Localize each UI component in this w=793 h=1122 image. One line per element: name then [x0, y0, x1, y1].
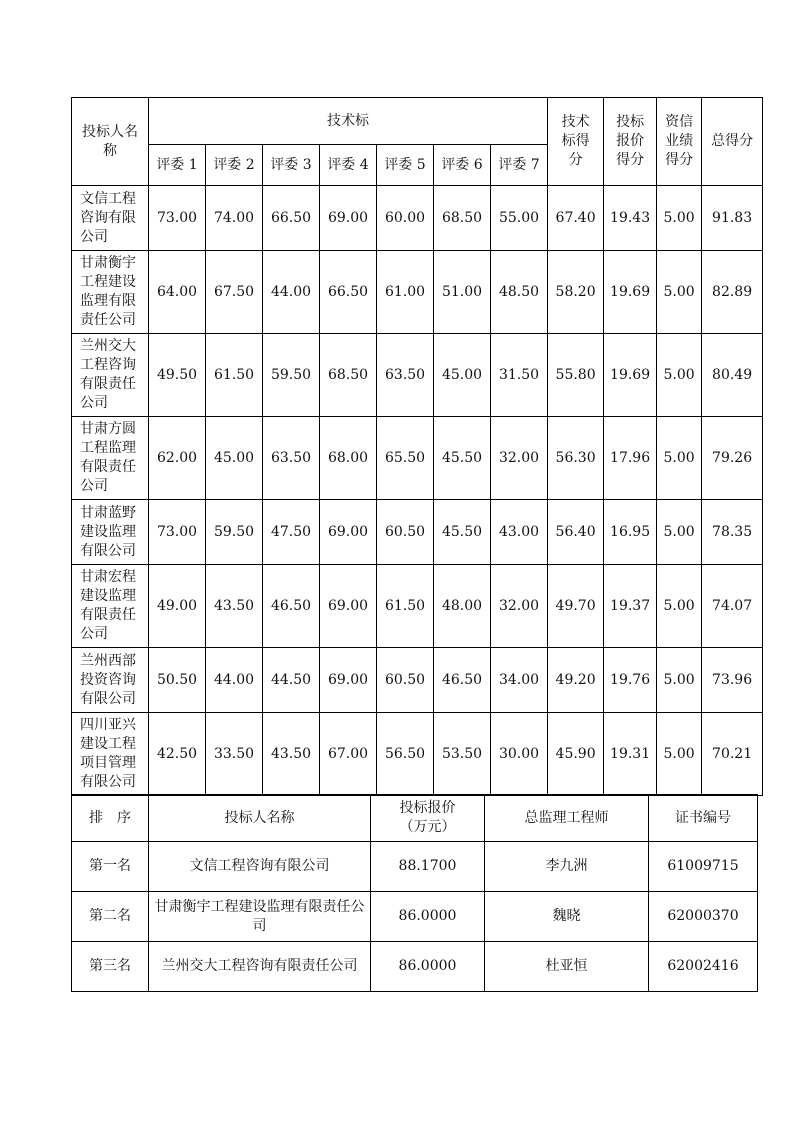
price-score: 19.76 [604, 648, 657, 713]
tech-score: 58.20 [548, 251, 604, 334]
credit-score: 5.00 [657, 334, 702, 417]
judge-score: 43.50 [263, 713, 320, 796]
rank-header-supervisor: 总监理工程师 [485, 795, 649, 842]
tech-score: 49.70 [548, 565, 604, 648]
judge-score: 68.50 [320, 334, 377, 417]
total-score: 79.26 [702, 417, 763, 500]
bidder-name: 兰州西部投资咨询有限公司 [72, 648, 149, 713]
judge-score: 62.00 [149, 417, 206, 500]
judge-score: 32.00 [491, 565, 548, 648]
credit-score: 5.00 [657, 565, 702, 648]
rank-price: 86.0000 [371, 942, 485, 992]
rank-supervisor: 魏晓 [485, 892, 649, 942]
tech-score: 56.40 [548, 500, 604, 565]
bidder-name: 甘肃方圆工程监理有限责任公司 [72, 417, 149, 500]
judge-score: 48.50 [491, 251, 548, 334]
header-judge: 评委 4 [320, 145, 377, 186]
credit-score: 5.00 [657, 500, 702, 565]
rank-row [72, 842, 758, 892]
judge-score: 49.00 [149, 565, 206, 648]
rank-header-rank: 排 序 [72, 795, 149, 842]
judge-score: 50.50 [149, 648, 206, 713]
rank-header-cert: 证书编号 [649, 795, 758, 842]
header-judge: 评委 2 [206, 145, 263, 186]
table-row [72, 186, 763, 251]
credit-score: 5.00 [657, 648, 702, 713]
judge-score: 45.00 [206, 417, 263, 500]
bidder-name: 文信工程咨询有限公司 [72, 186, 149, 251]
rank-bidder-name: 兰州交大工程咨询有限责任公司 [149, 942, 371, 992]
judge-score: 63.50 [263, 417, 320, 500]
judge-score: 43.00 [491, 500, 548, 565]
total-score: 70.21 [702, 713, 763, 796]
price-score: 19.37 [604, 565, 657, 648]
judge-score: 46.50 [263, 565, 320, 648]
table-row [72, 648, 763, 713]
table-row [72, 417, 763, 500]
judge-score: 46.50 [434, 648, 491, 713]
judge-score: 55.00 [491, 186, 548, 251]
total-score: 82.89 [702, 251, 763, 334]
score-table-body [72, 186, 763, 796]
judge-score: 68.00 [320, 417, 377, 500]
rank-price: 86.0000 [371, 892, 485, 942]
credit-score: 5.00 [657, 417, 702, 500]
bidder-name: 兰州交大工程咨询有限责任公司 [72, 334, 149, 417]
price-score: 19.31 [604, 713, 657, 796]
tech-score: 67.40 [548, 186, 604, 251]
bidder-name: 甘肃衡宇工程建设监理有限责任公司 [72, 251, 149, 334]
total-score: 80.49 [702, 334, 763, 417]
rank-price: 88.1700 [371, 842, 485, 892]
rank-header-price: 投标报价（万元） [371, 795, 485, 842]
total-score: 78.35 [702, 500, 763, 565]
header-tech-group: 技术标 [149, 98, 548, 145]
credit-score: 5.00 [657, 713, 702, 796]
table-row [72, 334, 763, 417]
price-score: 17.96 [604, 417, 657, 500]
judge-score: 74.00 [206, 186, 263, 251]
table-row [72, 251, 763, 334]
judge-score: 68.50 [434, 186, 491, 251]
judge-score: 69.00 [320, 648, 377, 713]
price-score: 19.69 [604, 334, 657, 417]
judge-score: 42.50 [149, 713, 206, 796]
header-judge: 评委 5 [377, 145, 434, 186]
judge-score: 59.50 [206, 500, 263, 565]
judge-score: 61.50 [206, 334, 263, 417]
judge-score: 47.50 [263, 500, 320, 565]
score-table-header [72, 98, 763, 186]
credit-score: 5.00 [657, 186, 702, 251]
judge-score: 60.50 [377, 500, 434, 565]
judge-score: 51.00 [434, 251, 491, 334]
header-credit-score: 资信业绩得分 [657, 98, 702, 186]
judge-score: 44.50 [263, 648, 320, 713]
price-score: 16.95 [604, 500, 657, 565]
rank-header-row [72, 795, 758, 842]
rank-table [71, 794, 758, 992]
judge-score: 63.50 [377, 334, 434, 417]
rank-label: 第一名 [72, 842, 149, 892]
table-row [72, 500, 763, 565]
bidder-name: 四川亚兴建设工程项目管理有限公司 [72, 713, 149, 796]
header-judge: 评委 1 [149, 145, 206, 186]
rank-row [72, 942, 758, 992]
tech-score: 45.90 [548, 713, 604, 796]
judge-score: 69.00 [320, 500, 377, 565]
judge-score: 66.50 [320, 251, 377, 334]
credit-score: 5.00 [657, 251, 702, 334]
total-score: 74.07 [702, 565, 763, 648]
judge-score: 56.50 [377, 713, 434, 796]
header-judge: 评委 3 [263, 145, 320, 186]
tech-score: 56.30 [548, 417, 604, 500]
table-row [72, 713, 763, 796]
judge-score: 67.00 [320, 713, 377, 796]
judge-score: 65.50 [377, 417, 434, 500]
rank-row [72, 892, 758, 942]
header-bidder: 投标人名称 [72, 98, 149, 186]
bidder-name: 甘肃蓝野建设监理有限公司 [72, 500, 149, 565]
judge-score: 61.00 [377, 251, 434, 334]
judge-score: 34.00 [491, 648, 548, 713]
rank-cert: 62002416 [649, 942, 758, 992]
judge-score: 43.50 [206, 565, 263, 648]
judge-score: 66.50 [263, 186, 320, 251]
header-judge: 评委 7 [491, 145, 548, 186]
header-price-score: 投标报价得分 [604, 98, 657, 186]
tech-score: 49.20 [548, 648, 604, 713]
judge-score: 60.00 [377, 186, 434, 251]
judge-score: 69.00 [320, 565, 377, 648]
rank-supervisor: 李九洲 [485, 842, 649, 892]
price-score: 19.43 [604, 186, 657, 251]
judge-score: 44.00 [206, 648, 263, 713]
rank-cert: 61009715 [649, 842, 758, 892]
total-score: 91.83 [702, 186, 763, 251]
rank-header-bidder: 投标人名称 [149, 795, 371, 842]
judge-score: 30.00 [491, 713, 548, 796]
judge-score: 49.50 [149, 334, 206, 417]
judge-score: 31.50 [491, 334, 548, 417]
price-score: 19.69 [604, 251, 657, 334]
header-judge: 评委 6 [434, 145, 491, 186]
tech-score: 55.80 [548, 334, 604, 417]
judge-score: 60.50 [377, 648, 434, 713]
judge-score: 53.50 [434, 713, 491, 796]
table-row [72, 565, 763, 648]
header-tech-score: 技术标得分 [548, 98, 604, 186]
rank-cert: 62000370 [649, 892, 758, 942]
judge-score: 59.50 [263, 334, 320, 417]
rank-supervisor: 杜亚恒 [485, 942, 649, 992]
rank-label: 第三名 [72, 942, 149, 992]
rank-label: 第二名 [72, 892, 149, 942]
judge-score: 45.00 [434, 334, 491, 417]
judge-score: 33.50 [206, 713, 263, 796]
judge-score: 61.50 [377, 565, 434, 648]
judge-score: 73.00 [149, 500, 206, 565]
judge-score: 32.00 [491, 417, 548, 500]
bidder-name: 甘肃宏程建设监理有限责任公司 [72, 565, 149, 648]
judge-score: 67.50 [206, 251, 263, 334]
rank-bidder-name: 甘肃衡宇工程建设监理有限责任公司 [149, 892, 371, 942]
judge-score: 44.00 [263, 251, 320, 334]
judge-score: 45.50 [434, 417, 491, 500]
total-score: 73.96 [702, 648, 763, 713]
judge-score: 48.00 [434, 565, 491, 648]
header-total: 总得分 [702, 98, 763, 186]
rank-bidder-name: 文信工程咨询有限公司 [149, 842, 371, 892]
judge-score: 73.00 [149, 186, 206, 251]
judge-score: 64.00 [149, 251, 206, 334]
rank-table-body [72, 795, 758, 992]
score-table [71, 97, 763, 796]
judge-score: 45.50 [434, 500, 491, 565]
judge-score: 69.00 [320, 186, 377, 251]
